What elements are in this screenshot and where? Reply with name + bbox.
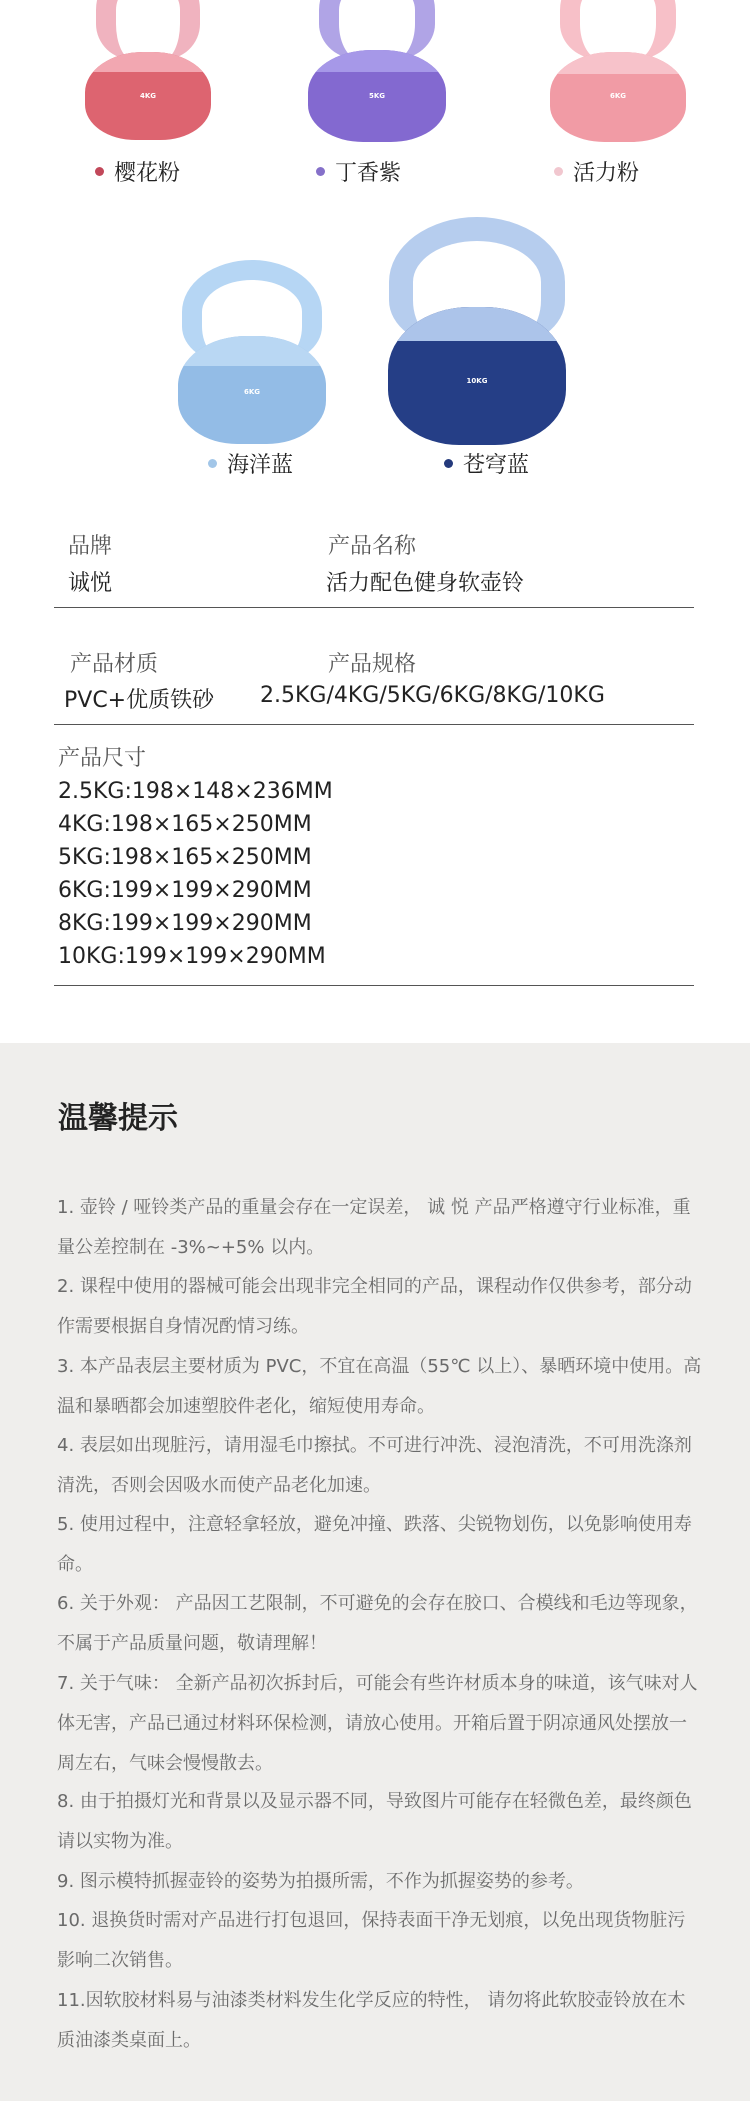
kettlebell-weight-mark: 5KG	[368, 92, 386, 100]
kettlebell-weight-mark: 4KG	[139, 92, 157, 100]
tip-item: 7. 关于气味： 全新产品初次拆封后，可能会有些许材质本身的味道，该气味对人体无害，产品已通过材料环保检测，请放心使用。开箱后置于阴凉通风处摆放一周左右，气味会慢慢散去。	[57, 1673, 698, 1774]
tips-section	[0, 1043, 750, 2101]
color-name: 丁香紫	[335, 161, 402, 186]
kettlebell-image	[388, 215, 566, 447]
divider	[54, 985, 694, 986]
brand-label: 品牌	[68, 534, 113, 559]
tip-item: 2. 课程中使用的器械可能会出现非完全相同的产品，课程动作仅供参考，部分动作需要根据自身情况酌情习练。	[57, 1276, 692, 1337]
brand-value: 诚悦	[68, 571, 113, 596]
tip-item: 4. 表层如出现脏污，请用湿毛巾擦拭。不可进行冲洗、浸泡清洗，不可用洗涤剂清洗，否则会因吸水而使产品老化加速。	[57, 1435, 692, 1496]
product-name-label: 产品名称	[328, 534, 417, 559]
color-dot	[444, 459, 453, 468]
divider	[54, 724, 694, 725]
size-row: 2.5KG:198×148×236MM	[58, 779, 333, 804]
spec-value: 2.5KG/4KG/5KG/6KG/8KG/10KG	[260, 683, 605, 708]
size-row: 4KG:198×165×250MM	[58, 812, 312, 837]
material-label: 产品材质	[70, 652, 159, 677]
kettlebell-image	[307, 0, 447, 140]
kettlebell-image	[548, 0, 688, 140]
color-dot	[95, 167, 104, 176]
color-dot	[316, 167, 325, 176]
divider	[54, 607, 694, 608]
kettlebell-body	[388, 307, 566, 445]
color-option[interactable]	[95, 156, 180, 187]
color-dot	[554, 167, 563, 176]
material-value: PVC+优质铁砂	[64, 688, 215, 713]
spec-label: 产品规格	[328, 652, 417, 677]
color-option[interactable]	[316, 156, 401, 187]
tip-item: 3. 本产品表层主要材质为 PVC，不宜在高温（55℃ 以上）、暴晒环境中使用。高温和暴晒都会加速塑胶件老化，缩短使用寿命。	[57, 1356, 702, 1417]
kettlebell-weight-mark: 6KG	[243, 388, 261, 396]
tip-item: 6. 关于外观： 产品因工艺限制，不可避免的会存在胶口、合模线和毛边等现象，不属于产品质量问题，敬请理解！	[57, 1593, 698, 1654]
tip-item: 1. 壶铃 / 哑铃类产品的重量会存在一定误差， 诚 悦 产品严格遵守行业标准，重量公差控制在 -3%~+5% 以内。	[57, 1197, 691, 1258]
color-option[interactable]	[444, 448, 529, 479]
kettlebell-handle	[560, 0, 676, 60]
size-row: 10KG:199×199×290MM	[58, 944, 326, 969]
color-option[interactable]	[208, 448, 293, 479]
color-option[interactable]	[554, 156, 639, 187]
tip-item: 9. 图示模特抓握壶铃的姿势为拍摄所需，不作为抓握姿势的参考。	[57, 1871, 584, 1892]
tip-item: 10. 退换货时需对产品进行打包退回，保持表面干净无划痕，以免出现货物脏污影响二次销售。	[57, 1910, 686, 1971]
kettlebell-weight-mark: 10KG	[466, 377, 488, 385]
size-row: 5KG:198×165×250MM	[58, 845, 312, 870]
tip-item: 8. 由于拍摄灯光和背景以及显示器不同，导致图片可能存在轻微色差，最终颜色请以实物为准。	[57, 1791, 692, 1852]
color-dot	[208, 459, 217, 468]
product-name-value: 活力配色健身软壶铃	[326, 571, 525, 596]
kettlebell-image	[178, 258, 326, 448]
size-label: 产品尺寸	[58, 746, 147, 771]
tip-item: 5. 使用过程中，注意轻拿轻放，避免冲撞、跌落、尖锐物划伤，以免影响使用寿命。	[57, 1514, 692, 1575]
color-name: 活力粉	[573, 161, 640, 186]
kettlebell-image	[78, 0, 218, 140]
tip-item: 11.因软胶材料易与油漆类材料发生化学反应的特性， 请勿将此软胶壶铃放在木质油漆类桌面上。	[57, 1990, 686, 2051]
size-row: 6KG:199×199×290MM	[58, 878, 312, 903]
color-name: 樱花粉	[114, 161, 181, 186]
color-name: 海洋蓝	[227, 453, 294, 478]
tips-title: 温馨提示	[58, 1101, 178, 1136]
size-row: 8KG:199×199×290MM	[58, 911, 312, 936]
color-name: 苍穹蓝	[463, 453, 530, 478]
kettlebell-weight-mark: 6KG	[609, 92, 627, 100]
kettlebell-handle	[96, 0, 200, 60]
